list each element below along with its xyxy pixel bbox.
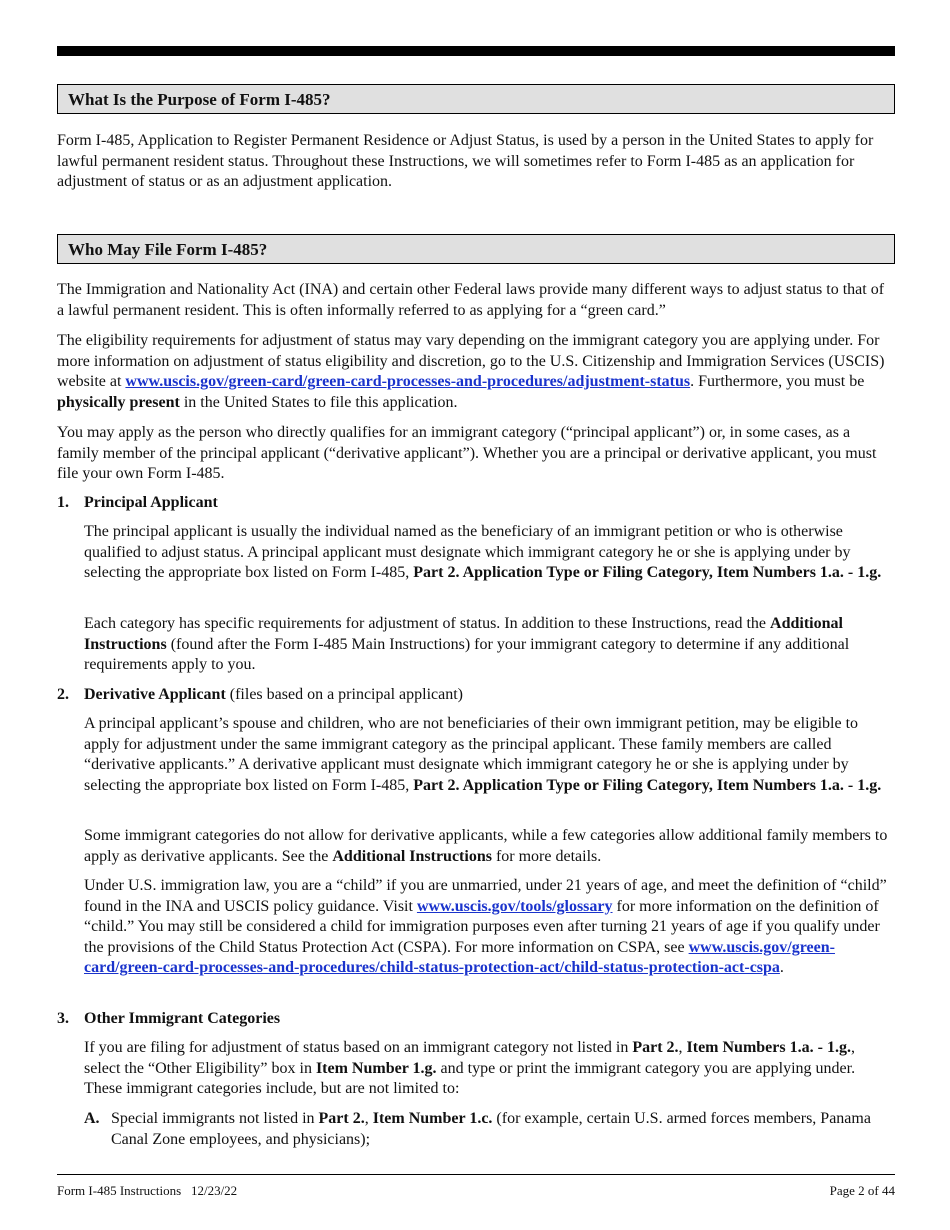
item-3-paragraph-1: If you are filing for adjustment of status based on an immigrant category not listed in Part 2., Item Numbers 1.a. - 1.g., select the “Other Eligibility” box in Item Number 1.g. and type or print the immigrant category you are applying under. These immigrant categories include, but are not limited to: <box>84 1039 856 1098</box>
who-may-file-paragraph-1: The Immigration and Nationality Act (INA) and certain other Federal laws provide many different ways to adjust status to that of a lawful permanent resident. This is often informally referred to as applying for a “green card.” <box>57 281 885 319</box>
item-2-paragraph-1: A principal applicant’s spouse and children, who are not beneficiaries of their own immigrant petition, may be eligible to apply for adjustment under the same immigrant category as the principal applicant. These family members are called “derivative applicants.” A derivative applicant must designate which immigrant category he or she is applying under by selecting the appropriate box listed on Form I-485, Part 2. Application Type or Filing Category, Item Numbers 1.a. - 1.g. <box>84 715 882 794</box>
footer-form-id: Form I-485 Instructions 12/23/22 <box>57 1183 238 1198</box>
adjustment-status-link[interactable]: www.uscis.gov/green-card/green-card-processes-and-procedures/adjustment-status <box>125 373 691 391</box>
item-2-paragraph-2: Some immigrant categories do not allow for derivative applicants, while a few categories allow additional family members to apply as derivative applicants. See the Additional Instructions for more details. <box>84 827 888 865</box>
purpose-paragraph: Form I-485, Application to Register Permanent Residence or Adjust Status, is used by a person in the United States to apply for lawful permanent resident status. Throughout these Instructions, we will sometimes refer to Form I-485 as an application for adjustment of status or as an adjustment application. <box>57 132 874 191</box>
item-1-paragraph-1: The principal applicant is usually the individual named as the beneficiary of an immigrant petition or who is otherwise qualified to adjust status. A principal applicant must designate which immigrant category he or she is applying under by selecting the appropriate box listed on Form I-485, Part 2. Application Type or Filing Category, Item Numbers 1.a. - 1.g. <box>84 523 882 582</box>
section-heading-purpose: What Is the Purpose of Form I-485? <box>57 84 895 114</box>
item-3-sub-a-text: Special immigrants not listed in Part 2., Item Number 1.c. (for example, certain U.S. armed forces members, Panama Canal Zone employees, and physicians); <box>111 1110 871 1148</box>
footer-rule <box>57 1174 895 1175</box>
glossary-link[interactable]: www.uscis.gov/tools/glossary <box>416 897 613 915</box>
footer-page-number: Page 2 of 44 <box>829 1183 895 1198</box>
who-may-file-paragraph-3: You may apply as the person who directly qualifies for an immigrant category (“principal applicant”) or, in some cases, as a family member of the principal applicant (“derivative applicant”). Whether you are a principal or derivative applicant, you must file your own Form I-485. <box>57 424 877 483</box>
item-1-paragraph-2: Each category has specific requirements for adjustment of status. In addition to these Instructions, read the Additional Instructions (found after the Form I-485 Main Instructions) for your immigrant category to determine if any additional requirements apply to you. <box>84 615 850 674</box>
top-rule <box>57 46 895 56</box>
item-3-title: Other Immigrant Categories <box>84 1010 281 1027</box>
item-3-sub-a-letter: A. <box>84 1110 100 1127</box>
item-2-number: 2. <box>57 686 69 703</box>
item-2-title: Derivative Applicant (files based on a principal applicant) <box>84 686 464 703</box>
section-heading-who-may-file: Who May File Form I-485? <box>57 234 895 264</box>
cspa-link[interactable]: www.uscis.gov/green-card/green-card-processes-and-procedures/child-status-protection-act/child-status-protection-act-cspa <box>84 938 835 977</box>
item-1-number: 1. <box>57 494 69 511</box>
item-2-paragraph-3: Under U.S. immigration law, you are a “child” if you are unmarried, under 21 years of age, and meet the definition of “child” found in the INA and USCIS policy guidance. Visit www.uscis.gov/tools/glossary for more information on the definition of “child.” You may still be considered a child for immigration purposes even after turning 21 years of age if you qualify under the provisions of the Child Status Protection Act (CSPA). For more information on CSPA, see www.uscis.gov/green-card/green-card-processes-and-procedures/child-status-protection-act/child-status-protection-act-cspa. <box>84 877 887 977</box>
who-may-file-paragraph-2: The eligibility requirements for adjustment of status may vary depending on the immigrant category you are applying under. For more information on adjustment of status eligibility and discretion, go to the U.S. Citizenship and Immigration Services (USCIS) website at www.uscis.gov/green-card/green-card-processes-and-procedures/adjustment-status. Furthermore, you must be physically present in the United States to file this application. <box>57 332 885 411</box>
item-1-title: Principal Applicant <box>84 494 218 511</box>
item-3-number: 3. <box>57 1010 69 1027</box>
